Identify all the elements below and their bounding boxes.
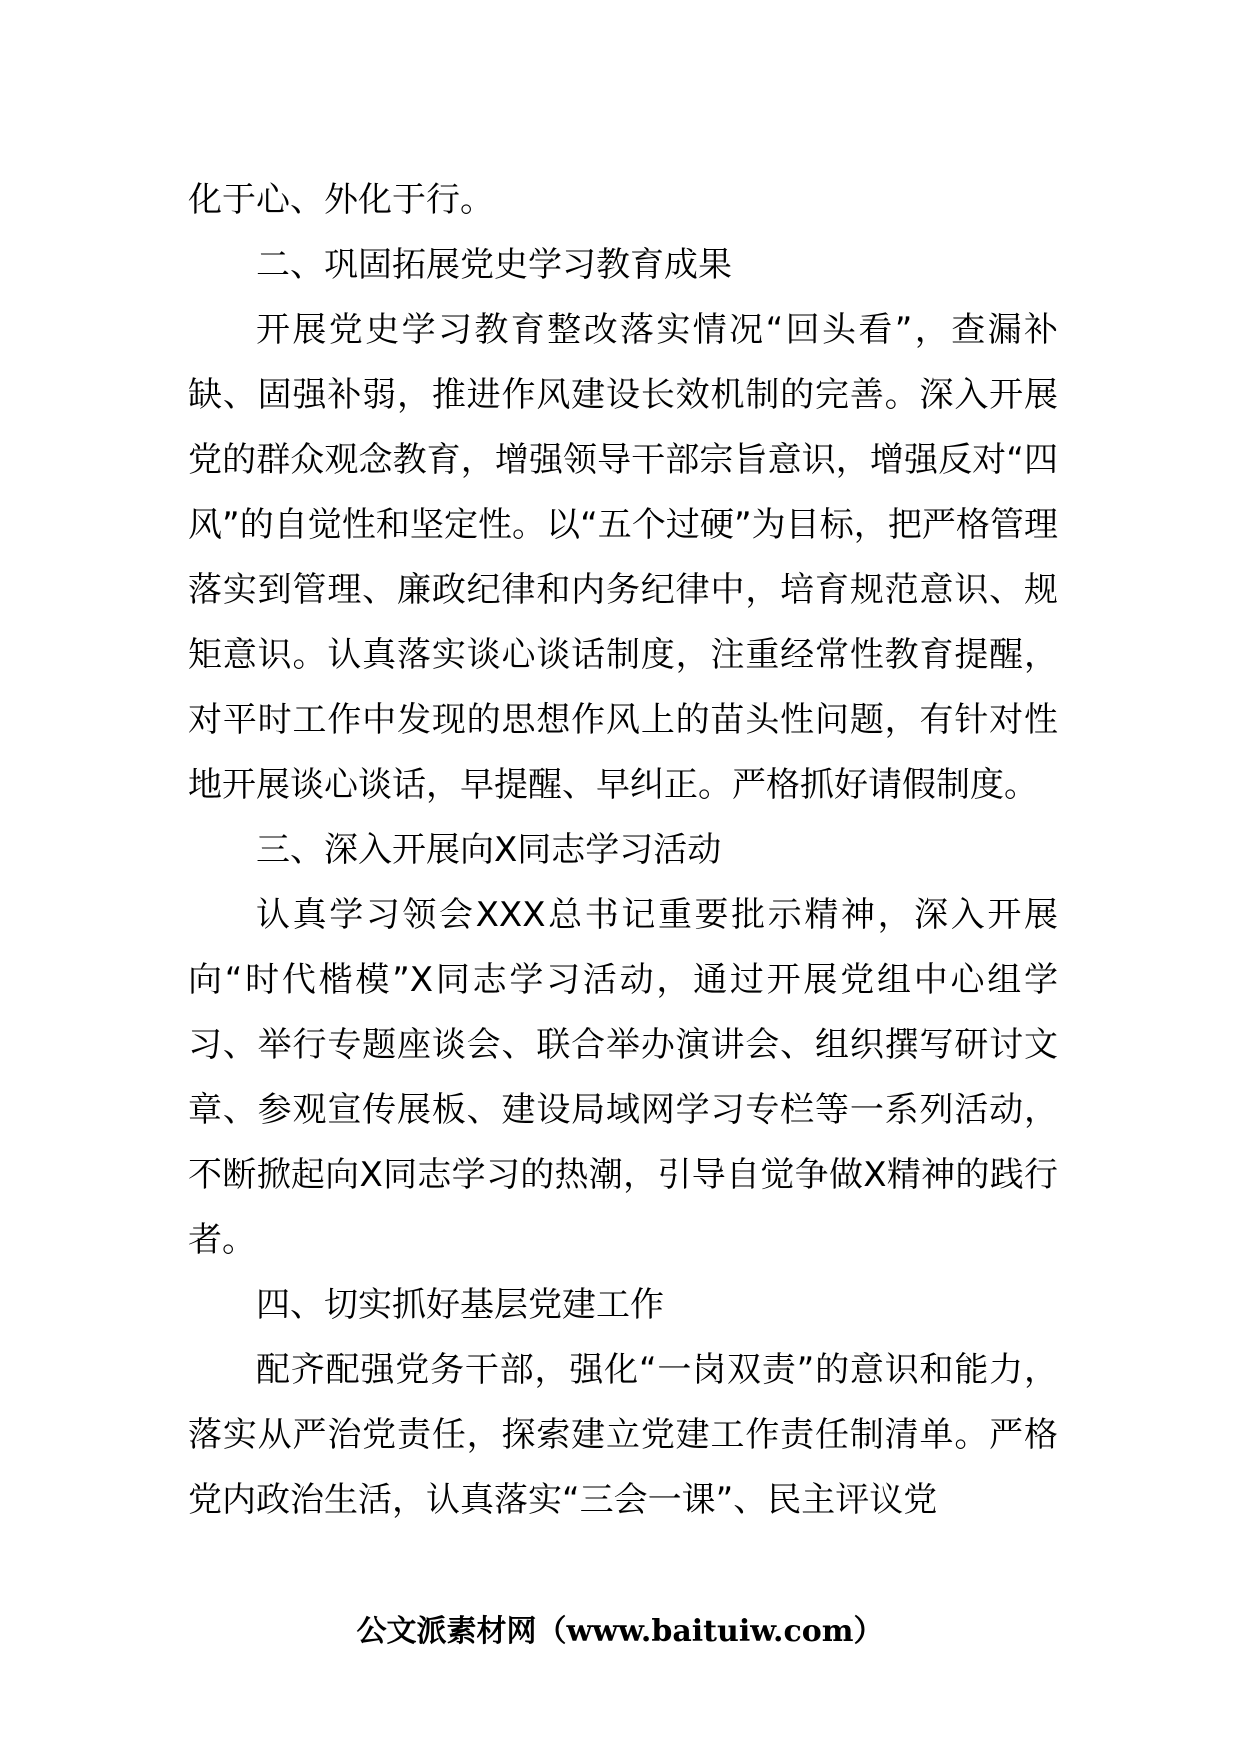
- document-page: [188, 168, 1058, 1533]
- section-heading-4: 四、切实抓好基层党建工作: [256, 1285, 664, 1325]
- paragraph-section-4: 配齐配强党务干部，强化“一岗双责”的意识和能力，落实从严治党责任，探索建立党建工作责任制清单。严格党内政治生活，认真落实“三会一课”、民主评议党: [188, 1350, 1058, 1520]
- section-heading-2: 二、巩固拓展党史学习教育成果: [256, 245, 732, 285]
- footer-watermark: 公文派素材网（www.baituiw.com）: [356, 1614, 884, 1649]
- paragraph-continuation: 化于心、外化于行。: [188, 180, 494, 220]
- paragraph-section-2: 开展党史学习教育整改落实情况“回头看”，查漏补缺、固强补弱，推进作风建设长效机制的完善。深入开展党的群众观念教育，增强领导干部宗旨意识，增强反对“四风”的自觉性和坚定性。以“五个过硬”为目标，把严格管理落实到管理、廉政纪律和内务纪律中，培育规范意识、规矩意识。认真落实谈心谈话制度，注重经常性教育提醒，对平时工作中发现的思想作风上的苗头性问题，有针对性地开展谈心谈话，早提醒、早纠正。严格抓好请假制度。: [188, 310, 1058, 805]
- paragraph-section-3: 认真学习领会XXX总书记重要批示精神，深入开展向“时代楷模”X同志学习活动，通过开展党组中心组学习、举行专题座谈会、联合举办演讲会、组织撰写研讨文章、参观宣传展板、建设局域网学习专栏等一系列活动，不断掀起向X同志学习的热潮，引导自觉争做X精神的践行者。: [188, 895, 1058, 1260]
- section-heading-3: 三、深入开展向X同志学习活动: [256, 830, 722, 870]
